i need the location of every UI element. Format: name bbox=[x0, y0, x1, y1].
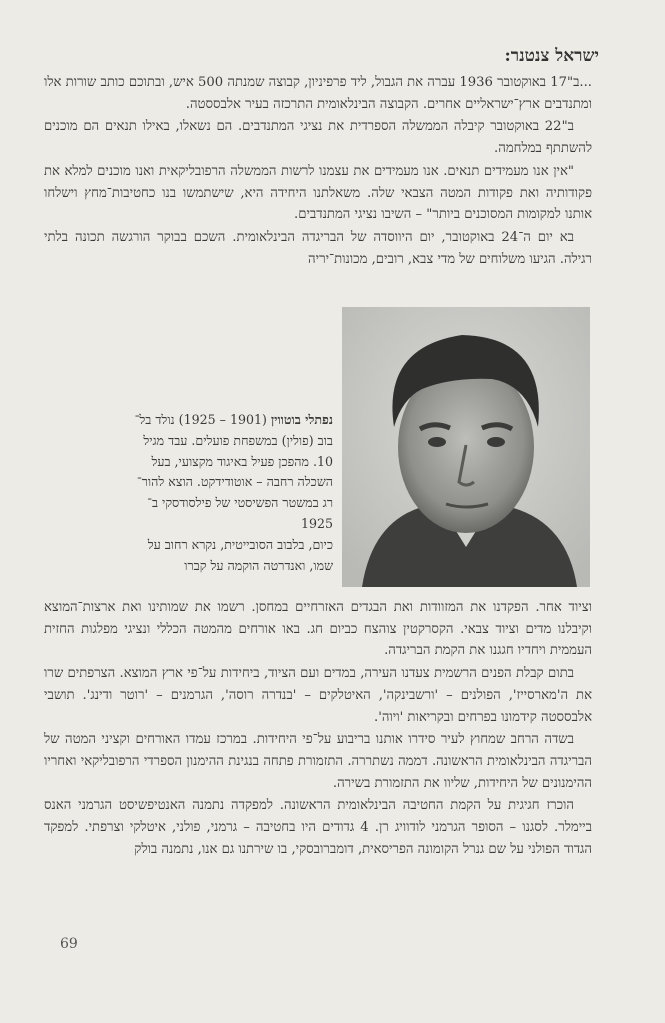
caption-line-2: בוב (פולין) במשפחת פועלים. עבד מגיל bbox=[143, 432, 333, 448]
paragraph-3: "אין אנו מעמידים תנאים. אנו מעמידים את עצמנו לרשות הממשלה הרפובליקאית ואנו מוכנים למלא את פקודותיה ואת פקודות המטה הצבאי שלה. משאלתנו היחידה היא, שישתמשו בנו כחטיבות־מחץ וישלחו אותנו למקומות המסוכנים ביותר" – השיבו נציגי המתנדבים. bbox=[44, 163, 592, 223]
caption-dates: (1901 – 1925) נולד בל־ bbox=[134, 412, 267, 427]
caption-line-8: שמו, ואנדרטה הוקמה על קברו bbox=[184, 557, 333, 573]
caption-line-3: 10. מהפכן פעיל באיגוד מקצועי, בעל bbox=[151, 453, 333, 469]
paragraph-1: ...ב"17 באוקטובר 1936 עברה את הגבול, ליד פרפיניון, קבוצה שמנתה 500 איש, ובתוכם כותב שורות אלו ומתנדבים ארץ־ישראליים אחרים. הקבוצה הבינלאומית התרכזה בעיר אלבססטה. bbox=[44, 75, 592, 112]
paragraph-2: ב"22 באוקטובר קיבלה הממשלה הספרדית את נציגי המתנדבים. הם נשאלו, באילו תנאים הם מוכנים להשתתף במלחמה. bbox=[44, 119, 592, 157]
paragraph-6: בתום קבלת הפנים הרשמית צעדנו העירה, במדים ועם הציוד, ביחידות על־פי ארץ המוצא. הצרפתים שרו את ה'מארסייז', הפולנים – 'ורשבינקה', האיטלקים – 'בנדרה רוסה', הגרמנים – 'רוטר ודינג'. תושבי אלבססטה קידמונו בפרחים ובקריאות 'ויוה'. bbox=[44, 666, 592, 725]
paragraph-8: הוכרז חגיגית על הקמת החטיבה הבינלאומית הראשונה. למפקדה נתמנה האנטיפשיסט הגרמני האנס ביימלר. לסגנו – הסופר הגרמני לודוויג רן. 4 גדודים היו בחטיבה – גרמני, פולני, איטלקי וצרפתי. למפקד הגדוד הפולני על שם גנרל הקומונה הפריסאית, דומברובסקי, בו שירתנו גם אנו, נתמנה בולק bbox=[44, 798, 592, 857]
caption-name: נפתלי בוטווין bbox=[270, 412, 333, 427]
caption-line-7: כיום, בלבוב הסובייטית, נקרא רחוב על bbox=[147, 536, 333, 552]
caption-line-1 bbox=[118, 410, 333, 431]
portrait-illustration bbox=[342, 307, 590, 587]
paragraph-7: בשדה הרחב שמחוץ לעיר סידרו אותנו בריבוע על־פי היחידות. במרכז עמדו האורחים וקציני המטה של הבריגדה הבינלאומית הראשונה. דממה נשתררה. התזמורת פתחה בנגינת ההימנון הספרדי הרפובליקאי ואחריו ההימנונים של היחידות, שליוו את התזמורת בשירה. bbox=[44, 732, 592, 791]
paragraph-4: בא יום ה־24 באוקטובר, יום היווסדה של הבריגדה הבינלאומית. השכם בבוקר הורגשה תכונה בלתי רגילה. הגיעו משלוחים של מדי צבא, רובים, מכונות־יריה bbox=[44, 229, 592, 267]
section-heading: ישראל צנטנר: bbox=[504, 46, 599, 66]
text-block-top bbox=[44, 72, 592, 271]
portrait-photo bbox=[342, 307, 590, 587]
caption-line-4: השכלה רחבה – אוטודידקט. הוצא להור־ bbox=[136, 474, 333, 490]
text-block-bottom bbox=[44, 597, 592, 861]
caption-line-5: רג במשטר הפשיסטי של פילסודסקי ב־ bbox=[147, 495, 333, 511]
page-number: 69 bbox=[60, 936, 78, 952]
paragraph-5: וציוד אחר. הפקדנו את המזוודות ואת הבגדים האזרחיים במחסן. רשמו את שמותינו ואת ארצות־המוצא וקיבלנו מדים וציוד צבאי. הקסרקטין צוהצח כביום חג. באו אורחים מהמטה הכללי ונציגי מפלגות החזית העממית ויחדיו חגגנו את הקמת הבריגדה. bbox=[44, 600, 592, 659]
caption-line-6: 1925 bbox=[300, 515, 333, 531]
photo-caption bbox=[118, 410, 333, 576]
